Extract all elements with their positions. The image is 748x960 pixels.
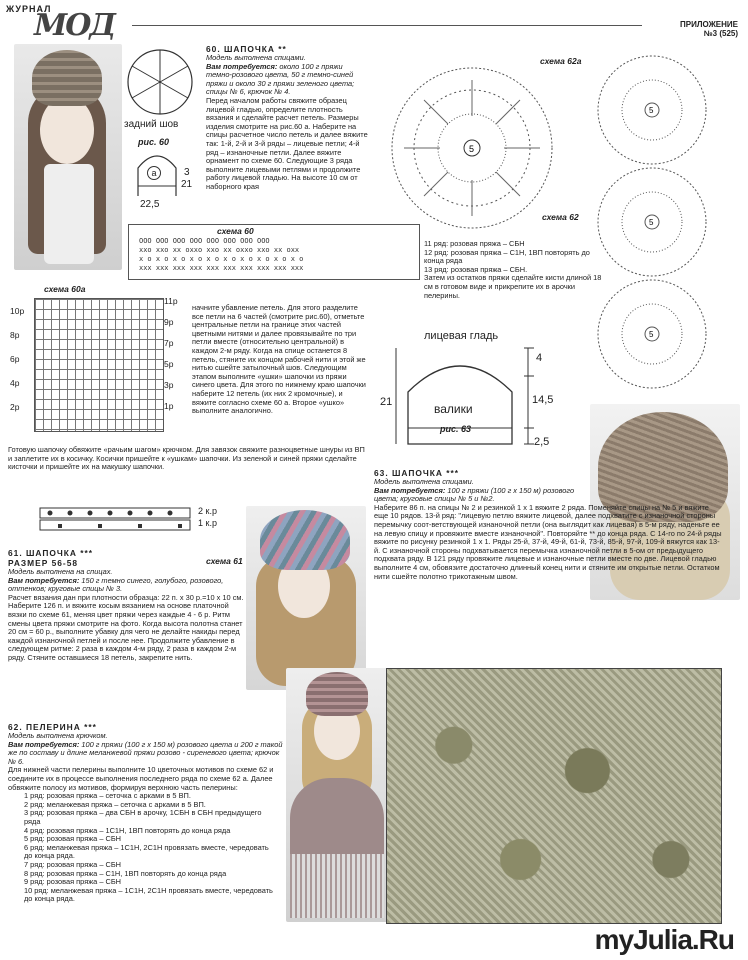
row-6: 6 ряд: меланжевая пряжа – 1С1Н, 2С1Н провязать вместе, чередовать до конца ряда. xyxy=(24,842,269,861)
row-label: 6р xyxy=(10,354,20,364)
scheme-60-pattern: OOO OOO OOO OOO OOO OOO OOO OOO xxo xxo xx oxxo xxo xx oxxo xxo xx oxx x o x o x o x o x o x o x o x o x o x o xxx xxx xxx xxx xxx xxx xxx xxx xxx xxx xyxy=(139,237,304,272)
row-10: 10 ряд: меланжевая пряжа – 1С1Н, 2С1Н провязать вместе, чередовать до конца ряда. xyxy=(24,885,273,904)
photo-hat-60 xyxy=(14,44,122,270)
issue-number: №3 (525) xyxy=(703,29,738,38)
header-divider xyxy=(132,25,642,26)
row-11: 11 ряд: розовая пряжа – СБН xyxy=(424,239,525,248)
section-60-need: около 100 г пряжи темно-розового цвета, 50 г темно-синей пряжи и около 30 г пряжи зеленого цвета; спицы № 6, крючок № 4. xyxy=(206,61,355,97)
section-62-need-label: Вам потребуется: xyxy=(8,739,80,749)
supplement-label: ПРИЛОЖЕНИЕ xyxy=(680,20,738,29)
tassels-note: Затем из остатков пряжи сделайте кисти длиной 18 см в готовом виде и прикрепите их в арочки пелерины. xyxy=(424,273,602,300)
dim-2-5: 2,5 xyxy=(534,436,550,448)
scheme-60-label: схема 60 xyxy=(217,226,254,236)
issue-info xyxy=(680,20,738,38)
section-63 xyxy=(374,468,722,581)
section-62-need: 100 г пряжи (100 г х 150 м) розового цвета и 200 г такой же по составу и длине меланжевой пряжи розово - сиреневого цвета; крючок № 6. xyxy=(8,739,283,766)
fig-60-a: а xyxy=(147,166,161,180)
scheme-60a-label: схема 60а xyxy=(44,284,86,294)
svg-text:5: 5 xyxy=(649,218,654,227)
dim-21b: 21 xyxy=(380,396,393,408)
section-63-title: 63. ШАПОЧКА *** xyxy=(374,468,460,478)
dim-21: 21 xyxy=(181,179,193,190)
dim-3: 3 xyxy=(184,167,190,178)
section-61-body: Расчет вязания дан при плотности образца: 22 п. х 30 р.=10 х 10 см. Наберите 126 п. и вяжите косым вязанием на основе платочной вязки по схеме 61, меняя цвет пряжи через каждые 4 - 6 р. Ритм смены цвета пряжи смотрите на фото. Когда высота полотна станет 20 см = 60 р., выполните убавку для чего не делайте накиды перед каждой изнаночной петлей и после нее. Продолжите убавление в следующем ритме: 2 раза в каждом 4-м ряду, 2 раза в каждом 2-м ряду. Стяните оставшиеся 18 петель, закрепите нить. xyxy=(8,592,244,662)
scheme-60a-grid xyxy=(34,298,164,432)
dim-22-5: 22,5 xyxy=(140,199,160,210)
scheme-62-diagram xyxy=(592,50,712,390)
section-61-title: 61. ШАПОЧКА *** xyxy=(8,548,94,558)
row-label: 5р xyxy=(164,359,174,369)
row-3: 3 ряд: розовая пряжа – два СБН в арочку, 1СБН в СБН предыдущего ряда xyxy=(24,808,262,826)
section-60 xyxy=(206,44,370,192)
row-9: 9 ряд: розовая пряжа – СБН xyxy=(24,877,122,887)
row-5: 5 ряд: розовая пряжа – СБН xyxy=(24,834,122,844)
section-60-finish: Готовую шапочку обвяжите «рачьим шагом» крючком. Для завязок свяжите разноцветные шнуры из ВП и заплетите их в косичку. Косички пришейте к «ушкам» шапочки. Из зеленой и синей пряжи сделайте кисточки и пришейте их на макушку шапочки. xyxy=(8,445,365,472)
watermark: myJulia.Ru xyxy=(594,924,734,955)
hat-crown-diagram xyxy=(114,46,206,122)
row-label: 8р xyxy=(10,330,20,340)
svg-text:5: 5 xyxy=(649,330,654,339)
section-62-continued xyxy=(424,240,602,300)
chart-61-row2: 2 к.р xyxy=(198,506,217,516)
magazine-label: ЖУРНАЛ xyxy=(6,4,52,14)
row-label: 11р xyxy=(164,296,178,306)
fig-60-label: рис. 60 xyxy=(138,137,170,147)
row-label: 10р xyxy=(10,306,25,316)
section-63-body: Наберите 86 п. на спицы № 2 и резинкой 1 х 1 вяжите 2 ряда. Поменяйте спицы на № 5 и вяжите еще 10 рядов. 13-й ряд: "лицевую петлю вяжите лицевой, далее подхватите с изнаночной стороны перемычку соот-ветствующей изнаночной петли (она выглядит как лицевая) в 5-м ряду, наденьте ее на левую спицу и провяжите вместе изнаночной". Повторяйте ** до конца ряда. С 14-го по 24-й ряды вяжите по рисунку резинкой 1 х 1. Ряды 25-й, 37-й, 49-й, 61-й, 73-й, 85-й, 97-й, 109-й вяжутся как 13-й. С изнаночной стороны подхватывается перемычка изнаночной петли в 5-ом от предыдущего подхвата ряду. В 121 ряду провяжите лицевые и изнаночные петли вместе по две. Лицевой гладью выполните 4 см, обовязите достаточно длинный конец нити и стяните им открытые петли. Остатком нити сшейте полотно трикотажным швом. xyxy=(374,502,722,581)
row-label: 2р xyxy=(10,402,20,412)
section-62-body: Для нижней части пелерины выполните 10 цветочных мотивов по схеме 62 и соедините их в процессе выполнения последнего ряда по схеме 62 а. Далее обвяжите полосу из мотивов, формируя верхнюю часть пелерины: xyxy=(8,765,274,792)
section-61-need: 150 г темно синего, голубого, розового, оттенков; круговые спицы № 3. xyxy=(8,575,224,594)
row-label: 1р xyxy=(164,401,174,411)
fig-63-mid-label: валики xyxy=(434,402,473,416)
chart-61-row1: 1 к.р xyxy=(198,518,217,528)
section-61-model: Модель выполнена на спицах. xyxy=(8,567,113,576)
scheme-62a-label: схема 62а xyxy=(540,56,582,66)
dim-14-5: 14,5 xyxy=(532,394,554,406)
row-1: 1 ряд: розовая пряжа – сеточка с арками в 5 ВП. xyxy=(24,791,191,801)
chart-60a-left-labels xyxy=(10,306,34,426)
section-60-middle: начните убавление петель. Для этого разделите все петли на 6 частей (смотрите рис.60), отметьте центральные петли на границе этих частей цветными нитями и далее провязывайте по три петли вместе (относительно центральной) в каждом 2-м ряду. Когда на спице останется 8 петель, стяните их концом рабочей нити и этой же нитью сшейте затылочный шов. Следующим этапом выполните «ушки» шапочки из пряжи синего цвета. Для этого по нижнему краю шапочки наберите 12 петель (их них 2 кромочные), и вяжите согласно схеме 60 а. Второе «ушко» выполните аналогично. xyxy=(192,303,366,416)
row-label: 4р xyxy=(10,378,20,388)
row-2: 2 ряд: меланжевая пряжа – сеточка с арками в 5 ВП. xyxy=(24,799,206,809)
section-62 xyxy=(8,722,284,904)
row-12: 12 ряд: розовая пряжа – С1Н, 1ВП повторять до конца ряда xyxy=(424,247,590,266)
dim-4: 4 xyxy=(536,352,543,364)
scheme-61-label: схема 61 xyxy=(206,556,243,566)
section-60-body: Перед началом работы свяжите образец лицевой гладью, определите плотность вязания и сделайте расчет петель. Размеры изделия смотрите на рис.60 а. Наберите на спицы расчетное число петель и далее вяжите так: 1-й, 2-й и 3-й ряды – лицевые петли; 4-й ряд – изнаночные петли. Далее вяжите орнамент по схеме 60. Следующие 3 ряда выполните лицевыми петлями и продолжите работу лицевой гладью. На высоте 10 см от наборного края xyxy=(206,95,368,191)
section-63-need: 100 г пряжи (100 г х 150 м) розового цвета; круговые спицы № 5 и №2. xyxy=(374,485,575,504)
scheme-62-label: схема 62 xyxy=(542,212,579,222)
row-4: 4 ряд: розовая пряжа – 1С1Н, 1ВП повторять до конца ряда xyxy=(24,825,231,835)
scheme-60-box xyxy=(128,224,420,280)
magazine-logo: МОД xyxy=(34,8,115,43)
section-60-need-label: Вам потребуется: xyxy=(206,61,278,71)
section-62-model: Модель выполнена крючком. xyxy=(8,731,108,740)
svg-text:5: 5 xyxy=(649,106,654,115)
row-label: 7р xyxy=(164,338,174,348)
row-label: 3р xyxy=(164,380,174,390)
photo-cape-closeup xyxy=(386,668,722,924)
scheme-61-chart xyxy=(36,506,196,540)
row-label: 9р xyxy=(164,317,174,327)
photo-hat-61 xyxy=(246,506,366,690)
svg-text:5: 5 xyxy=(469,144,475,154)
row-8: 8 ряд: розовая пряжа – С1Н, 1ВП повторять до конца ряда xyxy=(24,868,227,878)
section-60-model: Модель выполнена спицами. xyxy=(206,53,306,62)
fig-63-top-label: лицевая гладь xyxy=(424,330,499,342)
row-13: 13 ряд: розовая пряжа – СБН. xyxy=(424,264,528,274)
section-60-title: 60. ШАПОЧКА ** xyxy=(206,44,287,54)
section-63-need-label: Вам потребуется: xyxy=(374,485,446,495)
section-61-need-label: Вам потребуется: xyxy=(8,575,80,585)
photo-cape-62 xyxy=(286,668,388,922)
row-7: 7 ряд: розовая пряжа – СБН xyxy=(24,859,122,869)
back-seam-label: задний шов xyxy=(124,119,179,130)
section-61-size: РАЗМЕР 56-58 xyxy=(8,558,79,568)
chart-60a-right-labels xyxy=(164,296,188,422)
section-63-model: Модель выполнена спицами. xyxy=(374,477,474,486)
fig-63-label: рис. 63 xyxy=(440,424,472,434)
section-62-title: 62. ПЕЛЕРИНА *** xyxy=(8,722,97,732)
